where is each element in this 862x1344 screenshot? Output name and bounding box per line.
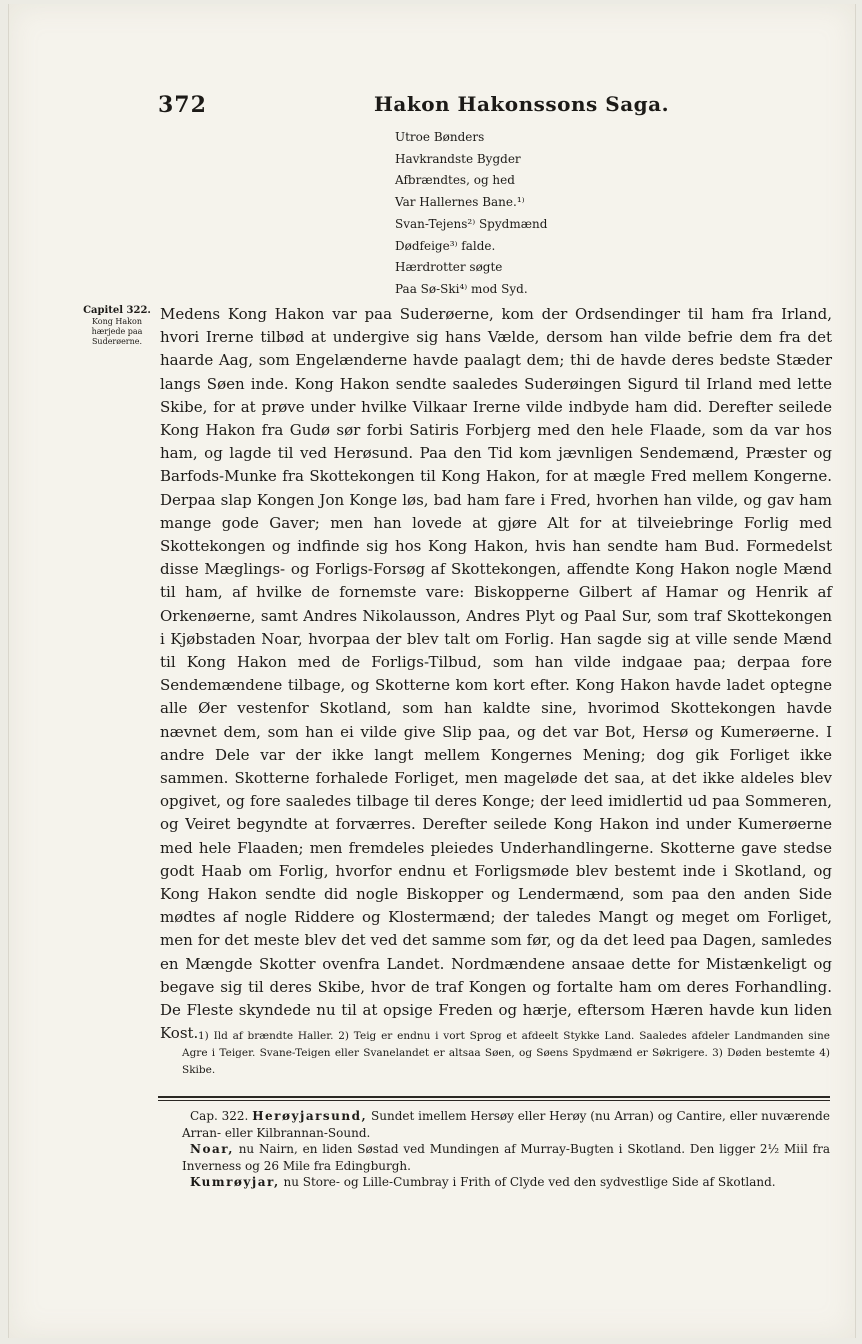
running-title: Hakon Hakonssons Saga. — [374, 92, 670, 116]
chapter-margin-note — [74, 306, 160, 347]
skaldic-verse — [395, 127, 755, 301]
verse-line: Dødfeige³⁾ falde. — [395, 238, 496, 253]
page-number: 372 — [158, 92, 207, 118]
editorial-notes — [182, 1108, 830, 1191]
note-term: Herøyjarsund, — [252, 1109, 368, 1123]
note-text: nu Store- og Lille-Cumbray i Frith of Clyde ved den sydvestlige Side af Skotland. — [283, 1175, 776, 1189]
footnotes: 1) Ild af brændte Haller. 2) Teig er endnu i vort Sprog et afdeelt Stykke Land. Saaledes afdeler Landmanden sine Agre i Teiger. Svane-Teigen eller Svanelandet er altsaa Søen, og Søens Spydmænd er Søkrigere. 3) Døden bestemte 4) Skibe. — [182, 1030, 830, 1076]
verse-line: Svan-Tejens²⁾ Spydmænd — [395, 216, 548, 231]
note-term: Noar, — [190, 1142, 234, 1156]
double-rule-top — [158, 1096, 830, 1098]
note-item — [182, 1108, 830, 1141]
verse-line: Paa Sø-Ski⁴⁾ mod Syd. — [395, 281, 528, 296]
note-item — [182, 1141, 830, 1174]
verse-line: Hærdrotter søgte — [395, 260, 503, 275]
chapter-number: Capitel 322. — [83, 305, 151, 316]
chapter-summary: Kong Hakon hærjede paa Suderøerne. — [91, 317, 143, 346]
note-term: Kumrøyjar, — [190, 1175, 280, 1189]
note-label: Cap. 322. — [190, 1109, 249, 1123]
page-header — [158, 92, 838, 118]
verse-line: Havkrandste Bygder — [395, 151, 521, 166]
note-text: Sundet imellem Hersøy eller Herøy (nu Arran) og Cantire, eller nuværende Arran- eller Kilbrannan-Sound. — [182, 1109, 830, 1140]
verse-line: Var Hallernes Bane.¹⁾ — [395, 195, 525, 210]
note-item — [182, 1174, 830, 1191]
chapter-body-text: Medens Kong Hakon var paa Suderøerne, kom der Ordsendinger til ham fra Irland, hvori Irerne tilbød at undergive sig hans Vælde, dersom han vilde befrie dem fra det haarde Aag, som Engelænderne havde paalagt dem; thi de havde deres bedste Stæder langs Søen inde. Kong Hakon sendte saaledes Suderøingen Sigurd til Irland med lette Skibe, for at prøve under hvilke Vilkaar Irerne vilde indbyde ham did. Derefter seilede Kong Hakon fra Gudø sør forbi Satiris Forbjerg med den hele Flaade, som da var hos ham, og lagde til ved Herøsund. Paa den Tid kom jævnligen Sendemænd, Præster og Barfods-Munke fra Skottekongen til Kong Hakon, for at mægle Fred mellem Kongerne. Derpaa slap Kongen Jon Konge løs, bad ham fare i Fred, hvorhen han vilde, og gav ham mange gode Gaver; men han lovede at gjøre Alt for at tilveiebringe Forlig med Skottekongen og indfinde sig hos Kong Hakon, hvis han sendte ham Bud. Formedelst disse Mæglings- og Forligs-Forsøg af Skottekongen, affendte Kong Hakon nogle Mænd til ham, af hvilke de fornemste vare: Biskopperne Gilbert af Hamar og Henrik af Orkenøerne, samt Andres Nikolausson, Andres Plyt og Paal Sur, som traf Skottekongen i Kjøbstaden Noar, hvorpaa der blev talt om Forlig. Han sagde sig at ville sende Mænd til Kong Hakon med de Forligs-Tilbud, som han vilde indgaae paa; derpaa fore Sendemændene tilbage, og Skotterne kom kort efter. Kong Hakon havde ladet optegne alle Øer vestenfor Skotland, som han kaldte sine, hvorimod Skottekongen havde nævnet dem, som han ei vilde give Slip paa, og det var Bot, Hersø og Kumerøerne. I andre Dele var der ikke langt mellem Kongernes Mening; dog gik Forliget ikke sammen. Skotterne forhalede Forliget, men mageløde det saa, at det ikke aldeles blev opgivet, og fore saaledes tilbage til deres Konge; der leed imidlertid ud paa Sommeren, og Veiret begyndte at forværres. Derefter seilede Kong Hakon ind under Kumerøerne med hele Flaaden; men fremdeles pleiedes Underhandlingerne. Skotterne gave stedse godt Haab om Forlig, hvorfor endnu et Forligsmøde blev bestemt inde i Skotland, og Kong Hakon sendte did nogle Biskopper og Lendermænd, som paa den anden Side mødtes af nogle Riddere og Klostermænd; der taledes Mangt og meget om Forliget, men for det meste blev det ved det samme som før, og da det leed paa Dagen, samledes en Mængde Skotter ovenfra Landet. Nordmændene ansaae dette for Mistænkeligt og begave sig til deres Skibe, hvor de traf Kongen og fortalte ham om deres Forhandling. De Fleste skyndede nu til at opsige Freden og hærje, eftersom Hæren havde kun liden Kost. — [160, 305, 832, 1043]
note-text: nu Nairn, en liden Søstad ved Mundingen af Murray-Bugten i Skotland. Den ligger 2½ Miil fra Inverness og 26 Mile fra Edingburgh. — [182, 1142, 830, 1173]
double-rule-bottom — [158, 1100, 830, 1101]
verse-line: Utroe Bønders — [395, 130, 485, 144]
verse-line: Afbrændtes, og hed — [395, 173, 515, 188]
